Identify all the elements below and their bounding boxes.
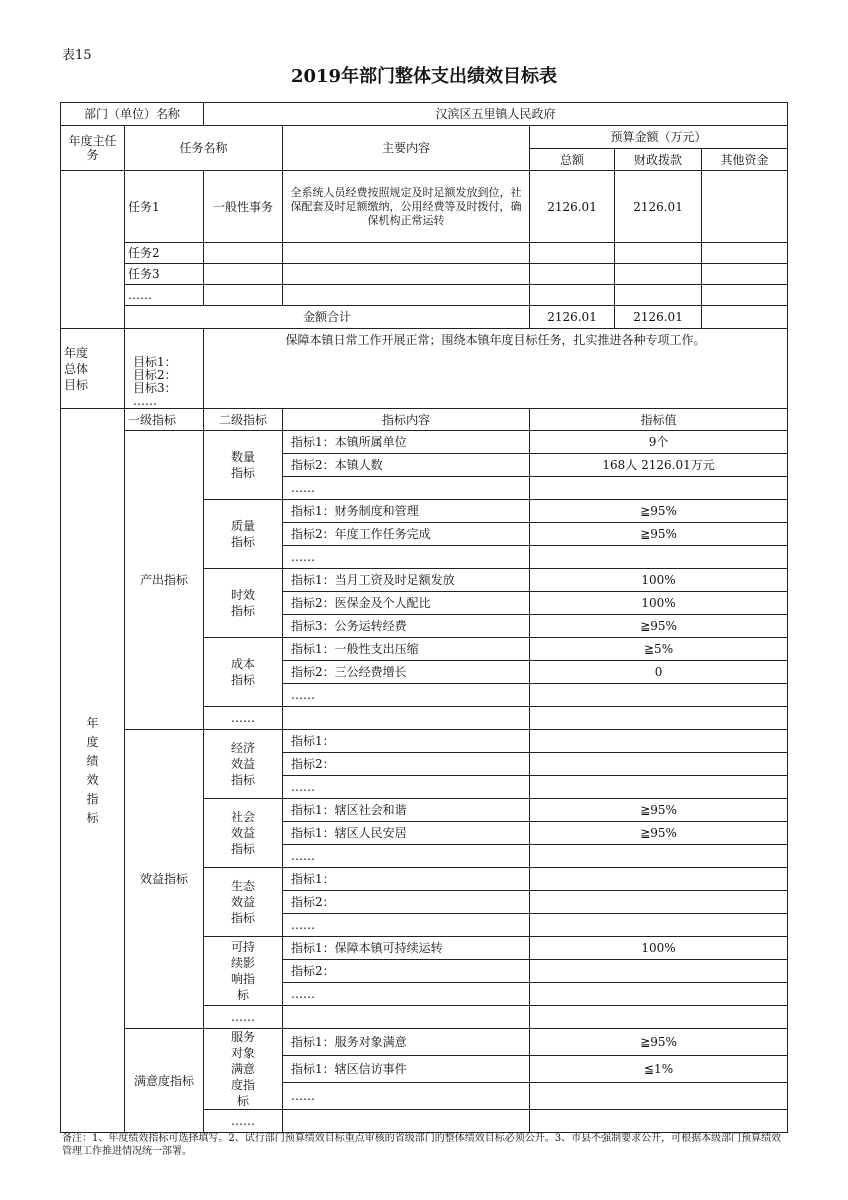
main-task-empty-cell (61, 171, 125, 329)
task-type (204, 285, 283, 306)
indicator-content: …… (283, 546, 530, 569)
indicator-content: 指标2：年度工作任务完成 (283, 523, 530, 546)
table-number-label: 表15 (62, 48, 92, 63)
indicator-value: 0 (530, 661, 788, 684)
indicator-value (530, 730, 788, 753)
table-row (61, 329, 788, 409)
task-fiscal (615, 285, 702, 306)
indicator-value: ≧95% (530, 1029, 788, 1056)
indicator-value: 100% (530, 592, 788, 615)
task-type: 一般性事务 (204, 171, 283, 243)
indicator-value (530, 684, 788, 707)
indicator-content: 指标3：公务运转经费 (283, 615, 530, 638)
indicator-content: 指标1： (283, 730, 530, 753)
table-row (61, 431, 788, 454)
task-other (702, 171, 788, 243)
indicator-value (530, 868, 788, 891)
task-total (530, 285, 615, 306)
satisfaction-group-label: 服务对象满意度指标 (204, 1029, 283, 1110)
task-name: …… (125, 285, 204, 306)
footnote: 备注：1、年度绩效指标可选择填写。2、试行部门预算绩效目标重点审核的省级部门的整体绩效目标必须公开。3、市县不强制要求公开，可根据本级部门预算绩效管理工作推进情况统一部署。 (62, 1133, 782, 1157)
task-total (530, 243, 615, 264)
overall-target-list (125, 329, 204, 409)
table-row (61, 730, 788, 753)
indicator-content: …… (283, 983, 530, 1006)
overall-target-item: 目标3： (133, 381, 177, 395)
budget-header: 预算金额（万元） (530, 126, 788, 149)
task-other (702, 243, 788, 264)
indicator-content: …… (283, 684, 530, 707)
empty-cell (530, 1006, 788, 1029)
output-group-label: 质量指标 (204, 500, 283, 569)
empty-cell (530, 707, 788, 730)
indicator-value: ≧95% (530, 615, 788, 638)
table-row (61, 285, 788, 306)
level1-header: 一级指标 (125, 409, 204, 431)
benefit-group-label: 社会效益指标 (204, 799, 283, 868)
indicator-value: 168人 2126.01万元 (530, 454, 788, 477)
sum-label: 金额合计 (125, 306, 530, 329)
indicator-value: ≧95% (530, 799, 788, 822)
indicator-content: 指标1：本镇所属单位 (283, 431, 530, 454)
benefit-group-label: 可持续影响指标 (204, 937, 283, 1006)
empty-cell (283, 707, 530, 730)
overall-target-label-text: 年度总体目标 (64, 345, 89, 392)
task-name: 任务2 (125, 243, 204, 264)
empty-cell (283, 1110, 530, 1133)
indicator-content: …… (283, 477, 530, 500)
overall-target-item: …… (133, 394, 157, 408)
task-content (283, 285, 530, 306)
indicator-value (530, 983, 788, 1006)
task-content (283, 243, 530, 264)
indicator-content: 指标1：财务制度和管理 (283, 500, 530, 523)
annual-perf-label-text: 年度绩效指标 (86, 715, 99, 825)
overall-target-label (61, 329, 125, 409)
indicator-value (530, 1083, 788, 1110)
benefit-indicator-label: 效益指标 (125, 730, 204, 1029)
output-ellipsis: …… (204, 707, 283, 730)
sum-total: 2126.01 (530, 306, 615, 329)
indicator-value: ≧5% (530, 638, 788, 661)
table-row (61, 306, 788, 329)
overall-target-item: 目标1： (133, 355, 177, 369)
indicator-content: 指标2： (283, 960, 530, 983)
table-row (61, 126, 788, 149)
indicator-value: ≧95% (530, 500, 788, 523)
indicator-value: 100% (530, 937, 788, 960)
task-other (702, 264, 788, 285)
table-row (61, 103, 788, 126)
satisfaction-indicator-label: 满意度指标 (125, 1029, 204, 1133)
task-name-header: 任务名称 (125, 126, 283, 171)
level2-header: 二级指标 (204, 409, 283, 431)
indicator-content: 指标1：一般性支出压缩 (283, 638, 530, 661)
indicator-value: ≧95% (530, 822, 788, 845)
indicator-value (530, 477, 788, 500)
main-content-header: 主要内容 (283, 126, 530, 171)
benefit-group-label: 生态效益指标 (204, 868, 283, 937)
table-row (61, 264, 788, 285)
overall-target-text: 保障本镇日常工作开展正常；围绕本镇年度目标任务，扎实推进各种专项工作。 (204, 329, 788, 409)
table-row (61, 409, 788, 431)
indicator-value: 100% (530, 569, 788, 592)
table-row (61, 243, 788, 264)
document-title: 2019年部门整体支出绩效目标表 (290, 66, 558, 87)
total-header: 总额 (530, 149, 615, 171)
indicator-value: 9个 (530, 431, 788, 454)
task-total: 2126.01 (530, 171, 615, 243)
indicator-content: 指标1：辖区社会和谐 (283, 799, 530, 822)
output-group-label: 成本指标 (204, 638, 283, 707)
benefit-ellipsis: …… (204, 1006, 283, 1029)
task-fiscal (615, 264, 702, 285)
indicator-content: 指标2：医保金及个人配比 (283, 592, 530, 615)
indicator-value: ≦1% (530, 1056, 788, 1083)
indicator-content: 指标2： (283, 753, 530, 776)
indicator-value (530, 845, 788, 868)
main-task-header: 年度主任务 (61, 126, 125, 171)
table-row (61, 171, 788, 243)
annual-perf-label (61, 409, 125, 1133)
benefit-group-label: 经济效益指标 (204, 730, 283, 799)
indicator-content: 指标2：本镇人数 (283, 454, 530, 477)
indicator-content: 指标1：辖区信访事件 (283, 1056, 530, 1083)
task-type (204, 243, 283, 264)
fiscal-header: 财政拨款 (615, 149, 702, 171)
task-name: 任务3 (125, 264, 204, 285)
indicator-content: 指标1：保障本镇可持续运转 (283, 937, 530, 960)
task-type (204, 264, 283, 285)
indicator-content: 指标1：辖区人民安居 (283, 822, 530, 845)
dept-name-value: 汉滨区五里镇人民政府 (204, 103, 788, 126)
indicator-content: …… (283, 914, 530, 937)
indicator-value (530, 960, 788, 983)
task-content: 全系统人员经费按照规定及时足额发放到位，社保配套及时足额缴纳，公用经费等及时拨付，确保机构正常运转 (283, 171, 530, 243)
sum-fiscal: 2126.01 (615, 306, 702, 329)
dept-name-label: 部门（单位）名称 (61, 103, 204, 126)
performance-target-table (60, 102, 788, 1133)
empty-cell (283, 1006, 530, 1029)
sum-other (702, 306, 788, 329)
empty-cell (530, 1110, 788, 1133)
indicator-content: …… (283, 776, 530, 799)
output-group-label: 数量指标 (204, 431, 283, 500)
task-other (702, 285, 788, 306)
task-fiscal: 2126.01 (615, 171, 702, 243)
indicator-value (530, 914, 788, 937)
indicator-value-header: 指标值 (530, 409, 788, 431)
task-content (283, 264, 530, 285)
indicator-content: …… (283, 1083, 530, 1110)
indicator-value (530, 753, 788, 776)
indicator-value (530, 546, 788, 569)
indicator-content: 指标1：当月工资及时足额发放 (283, 569, 530, 592)
task-fiscal (615, 243, 702, 264)
indicator-value: ≧95% (530, 523, 788, 546)
indicator-content: 指标1： (283, 868, 530, 891)
task-total (530, 264, 615, 285)
indicator-content: …… (283, 845, 530, 868)
other-header: 其他资金 (702, 149, 788, 171)
output-indicator-label: 产出指标 (125, 431, 204, 730)
task-name: 任务1 (125, 171, 204, 243)
indicator-value (530, 776, 788, 799)
table-row (61, 1029, 788, 1056)
indicator-content: 指标2：三公经费增长 (283, 661, 530, 684)
overall-target-item: 目标2： (133, 368, 177, 382)
output-group-label: 时效指标 (204, 569, 283, 638)
satisfaction-ellipsis: …… (204, 1110, 283, 1133)
indicator-content: 指标2： (283, 891, 530, 914)
indicator-content: 指标1：服务对象满意 (283, 1029, 530, 1056)
indicator-value (530, 891, 788, 914)
indicator-content-header: 指标内容 (283, 409, 530, 431)
